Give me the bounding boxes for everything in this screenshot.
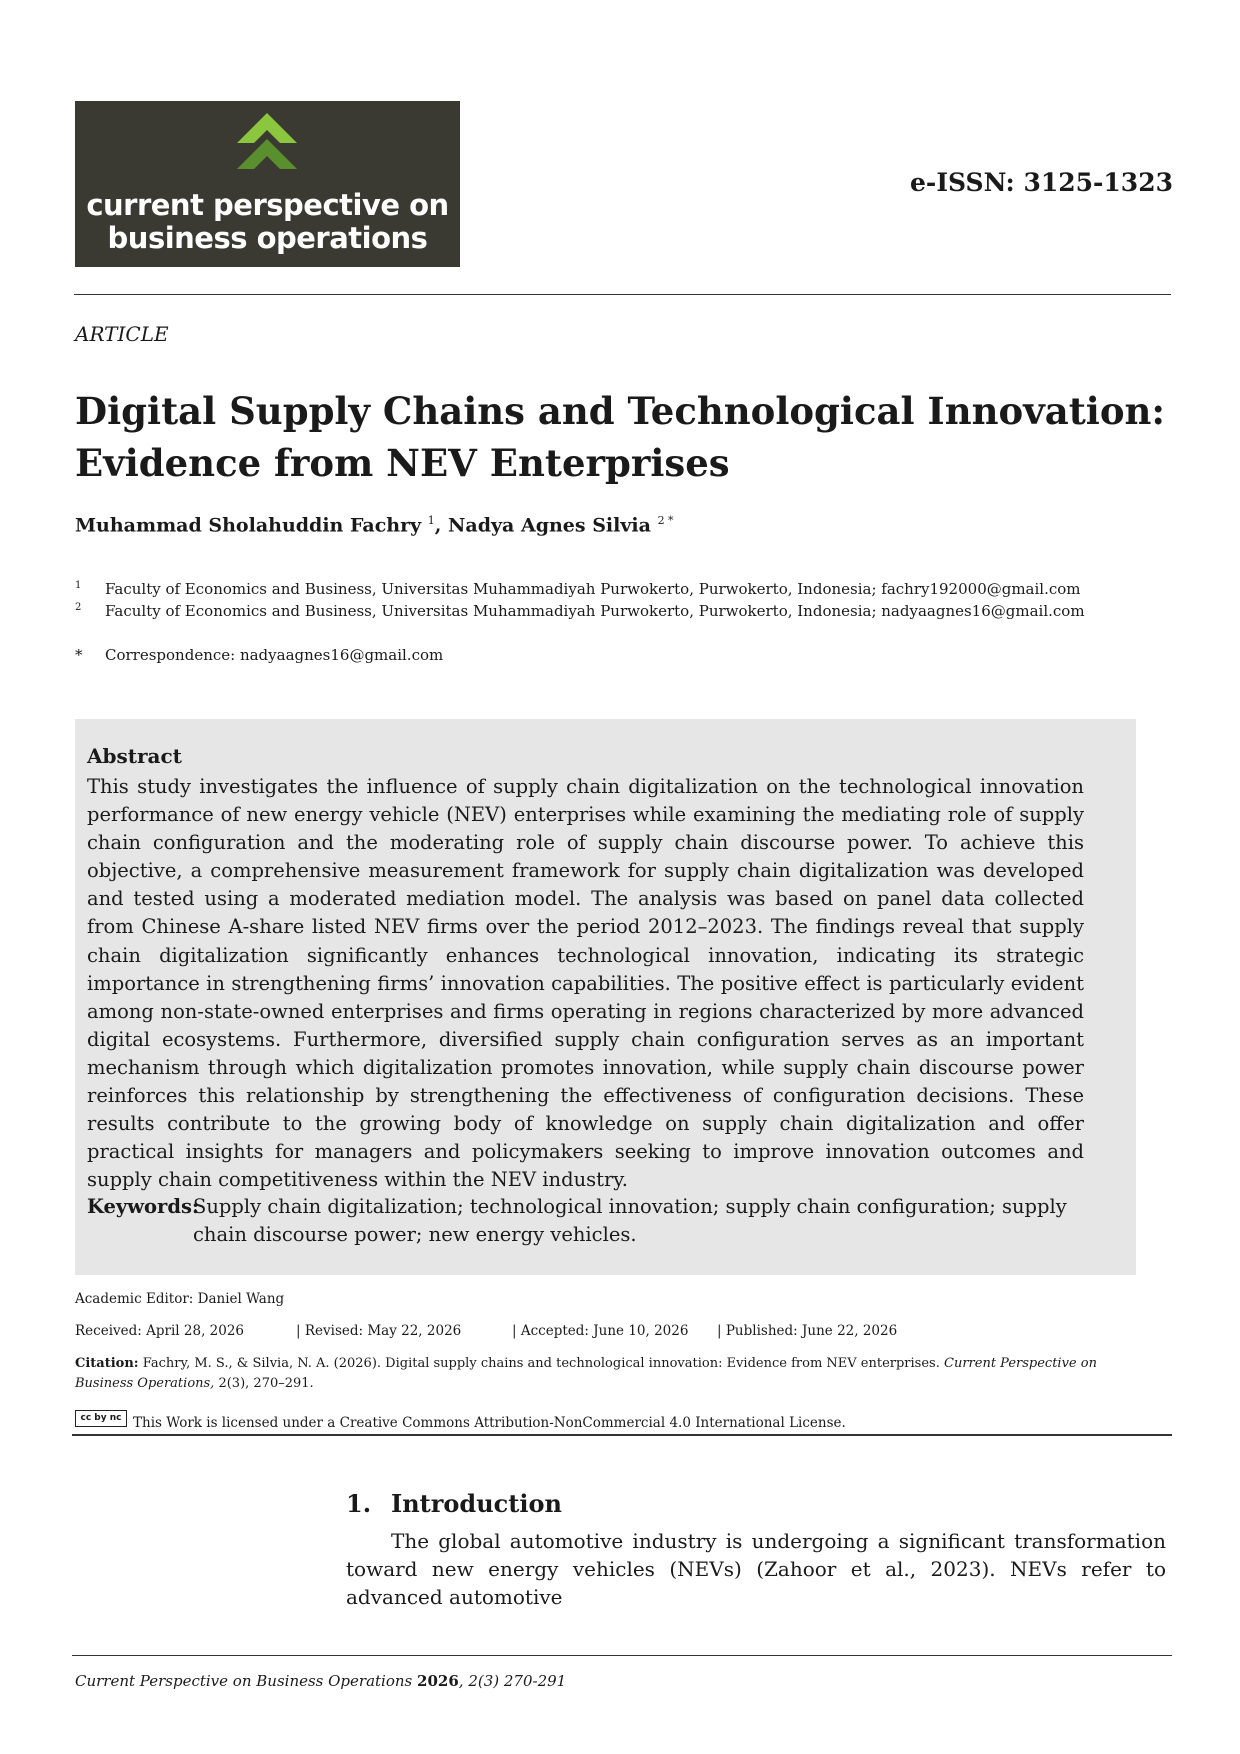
logo-text — [75, 189, 460, 255]
citation-label: Citation: — [75, 1356, 139, 1371]
affiliation-text: Faculty of Economics and Business, Universitas Muhammadiyah Purwokerto, Purwokerto, Indonesia; nadyaagnes16@gmail.com — [105, 602, 1085, 620]
footer-journal: Current Perspective on Business Operations — [75, 1672, 413, 1690]
author-2-affiliation: 2 * — [657, 514, 674, 527]
section-title: Introduction — [391, 1489, 562, 1518]
footer-issue: , 2(3) 270-291 — [458, 1672, 567, 1690]
correspondence-text: Correspondence: nadyaagnes16@gmail.com — [105, 646, 444, 664]
affiliation-text: Faculty of Economics and Business, Universitas Muhammadiyah Purwokerto, Purwokerto, Indonesia; fachry192000@gmail.com — [105, 580, 1081, 598]
page-footer — [75, 1672, 566, 1690]
published-date: | Published: June 22, 2026 — [717, 1323, 898, 1339]
author-2: Nadya Agnes Silvia — [448, 514, 651, 537]
abstract-box — [75, 719, 1136, 1275]
footer-rule — [72, 1655, 1172, 1656]
revised-date: | Revised: May 22, 2026 — [296, 1323, 462, 1339]
logo-line-2: business operations — [107, 221, 428, 255]
keywords-label: Keywords: — [87, 1195, 200, 1218]
keywords-text: Supply chain digitalization; technological innovation; supply chain configuration; supply chain discourse power; new energy vehicles. — [193, 1195, 1067, 1246]
author-1: Muhammad Sholahuddin Fachry — [75, 514, 422, 537]
license-text: This Work is licensed under a Creative Commons Attribution-NonCommercial 4.0 International License. — [133, 1415, 846, 1431]
affiliation-number: 1 — [75, 580, 82, 591]
paper-title: Digital Supply Chains and Technological Innovation: Evidence from NEV Enterprises — [75, 389, 1166, 485]
received-date: Received: April 28, 2026 — [75, 1323, 245, 1339]
footer-year: 2026 — [417, 1672, 459, 1690]
article-type: ARTICLE — [75, 322, 169, 346]
header-rule — [74, 294, 1171, 295]
academic-editor: Academic Editor: Daniel Wang — [75, 1291, 285, 1307]
issn: e-ISSN: 3125-1323 — [910, 168, 1173, 197]
citation-text: Fachry, M. S., & Silvia, N. A. (2026). Digital supply chains and technological innovation: Evidence from NEV enterprises. — [142, 1356, 940, 1371]
citation-volume: 2(3), 270–291. — [218, 1376, 314, 1391]
author-1-affiliation: 1 — [427, 514, 435, 527]
logo-line-1: current perspective on — [86, 188, 449, 222]
citation-journal: Current Perspective on Business Operations, — [75, 1356, 1097, 1391]
abstract-heading: Abstract — [87, 744, 182, 768]
section-heading — [346, 1489, 562, 1518]
license-rule — [72, 1434, 1172, 1436]
journal-logo — [75, 101, 460, 267]
affiliation-number: 2 — [75, 602, 82, 613]
citation — [75, 1354, 1135, 1394]
accepted-date: | Accepted: June 10, 2026 — [512, 1323, 689, 1339]
author-separator: , — [434, 514, 449, 537]
correspondence-marker: * — [75, 646, 83, 664]
cc-license-icon: cc by nc — [75, 1410, 127, 1427]
section-number: 1. — [346, 1489, 372, 1518]
section-body: The global automotive industry is undergoing a significant transformation toward new energy vehicles (NEVs) (Zahoor et al., 2023). NEVs refer to advanced automotive — [346, 1529, 1166, 1609]
abstract-text: This study investigates the influence of supply chain digitalization on the technological innovation performance of new energy vehicle (NEV) enterprises while examining the mediating role of supply chain configuration and the moderating role of supply chain discourse power. To achieve this objective, a comprehensive measurement framework for supply chain digitalization was developed and tested using a moderated mediation model. The analysis was based on panel data collected from Chinese A-share listed NEV firms over the period 2012–2023. The findings reveal that supply chain digitalization significantly enhances technological innovation, indicating its strategic importance in strengthening firms’ innovation capabilities. The positive effect is particularly evident among non-state-owned enterprises and firms operating in regions characterized by more advanced digital ecosystems. Furthermore, diversified supply chain configuration serves as an important mechanism through which digitalization promotes innovation, while supply chain discourse power reinforces this relationship by strengthening the effectiveness of configuration decisions. These results contribute to the growing body of knowledge on supply chain digitalization and offer practical insights for managers and policymakers seeking to improve innovation outcomes and supply chain competitiveness within the NEV industry. — [87, 775, 1084, 1192]
author-list — [75, 514, 674, 536]
